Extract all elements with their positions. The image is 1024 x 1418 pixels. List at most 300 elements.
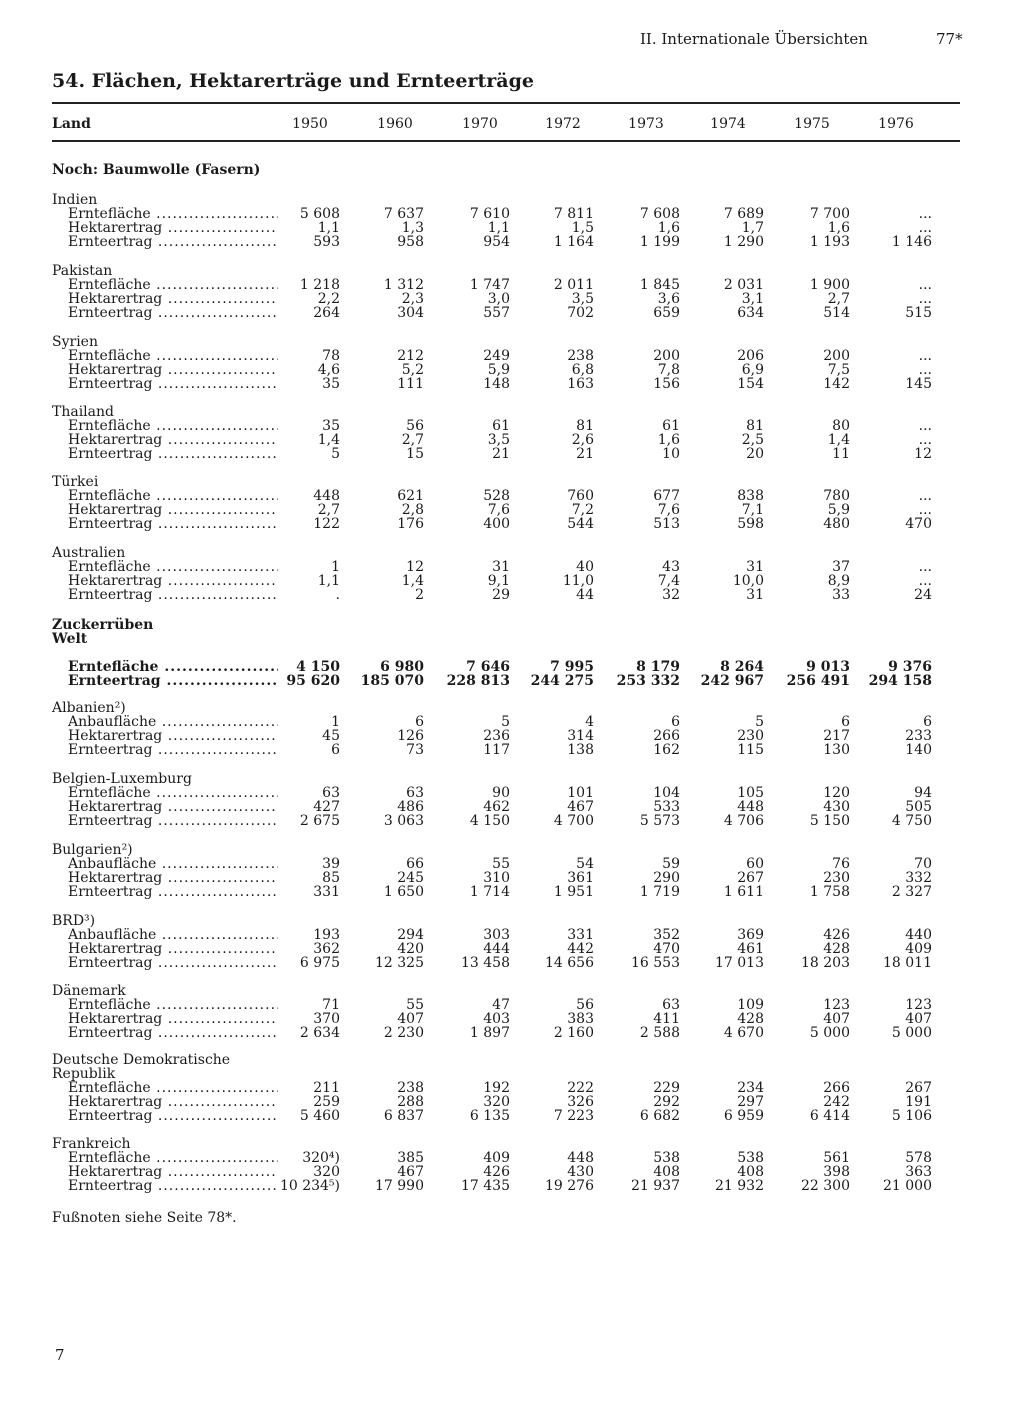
table-cell: 2 011 (553, 277, 594, 293)
table-cell: 326 (567, 1094, 594, 1110)
column-header-year: 1960 (377, 116, 413, 132)
table-cell: 383 (567, 1011, 594, 1027)
table-cell: ... (918, 206, 932, 222)
table-cell: 486 (397, 799, 424, 815)
table-row (0, 1012, 1024, 1026)
table-cell: 5 000 (891, 1025, 932, 1041)
row-label: Ernteertrag ..... (68, 377, 278, 391)
row-label: Ernteertrag ..... (68, 674, 278, 688)
table-cell: 11,0 (562, 573, 594, 589)
table-row (0, 574, 1024, 588)
column-header-year: 1974 (710, 116, 746, 132)
table-cell: 5 460 (299, 1108, 340, 1124)
table-cell: 81 (576, 418, 594, 434)
country-heading: Indien (52, 192, 98, 208)
table-header-row (0, 116, 1024, 134)
table-cell: 6,8 (571, 362, 594, 378)
table-row (0, 447, 1024, 461)
table-cell: 294 158 (868, 673, 932, 689)
table-row (0, 715, 1024, 729)
table-row (0, 857, 1024, 871)
table-cell: 31 (492, 559, 510, 575)
row-label: Hektarertrag ..... (68, 574, 278, 588)
table-cell: 292 (653, 1094, 680, 1110)
table-cell: 43 (662, 559, 680, 575)
table-cell: 123 (905, 997, 932, 1013)
table-cell: 6 837 (383, 1108, 424, 1124)
table-cell: 1 164 (553, 234, 594, 250)
table-cell: 2 634 (299, 1025, 340, 1041)
table-cell: 561 (823, 1150, 850, 1166)
country-heading: Republik (52, 1066, 116, 1082)
table-cell: 1 714 (469, 884, 510, 900)
table-cell: 533 (653, 799, 680, 815)
table-cell: 105 (737, 785, 764, 801)
table-row (0, 292, 1024, 306)
row-label: Hektarertrag ..... (68, 871, 278, 885)
table-cell: 6 (841, 714, 850, 730)
table-cell: ... (918, 277, 932, 293)
section-heading-welt: Welt (52, 631, 88, 647)
country-heading: Thailand (52, 404, 114, 420)
table-cell: 211 (313, 1080, 340, 1096)
table-cell: 259 (313, 1094, 340, 1110)
table-cell: 7,6 (487, 502, 510, 518)
table-cell: 702 (567, 305, 594, 321)
table-cell: 1 199 (639, 234, 680, 250)
table-cell: 1 (331, 714, 340, 730)
table-cell: 70 (914, 856, 932, 872)
country-heading: Belgien-Luxemburg (52, 771, 192, 787)
row-label: Erntefläche ..... (68, 1081, 278, 1095)
table-cell: 21 (492, 446, 510, 462)
table-cell: 21 937 (631, 1178, 680, 1194)
table-cell: 8 179 (636, 659, 680, 675)
header-rule (52, 140, 960, 142)
row-label: Ernteertrag ..... (68, 956, 278, 970)
table-cell: 16 553 (631, 955, 680, 971)
table-cell: 420 (397, 941, 424, 957)
row-label: Erntefläche ..... (68, 998, 278, 1012)
table-cell: 21 000 (883, 1178, 932, 1194)
table-cell: 94 (914, 785, 932, 801)
table-cell: 6 (415, 714, 424, 730)
row-label: Hektarertrag ..... (68, 363, 278, 377)
table-cell: 5 106 (891, 1108, 932, 1124)
table-cell: 408 (653, 1164, 680, 1180)
table-cell: 56 (406, 418, 424, 434)
table-cell: 426 (483, 1164, 510, 1180)
table-cell: 44 (576, 587, 594, 603)
table-cell: 17 435 (461, 1178, 510, 1194)
table-cell: 3 063 (383, 813, 424, 829)
row-label: Erntefläche ..... (68, 349, 278, 363)
table-cell: 320⁴) (302, 1150, 340, 1166)
table-cell: 2 (415, 587, 424, 603)
table-cell: 233 (905, 728, 932, 744)
table-cell: 2,8 (401, 502, 424, 518)
column-header-year: 1976 (878, 116, 914, 132)
table-cell: 35 (322, 418, 340, 434)
table-cell: 222 (567, 1080, 594, 1096)
table-cell: 505 (905, 799, 932, 815)
table-cell: 385 (397, 1150, 424, 1166)
row-label: Anbaufläche ..... (68, 715, 278, 729)
row-label: Ernteertrag ..... (68, 1026, 278, 1040)
table-cell: 538 (653, 1150, 680, 1166)
table-cell: 6,9 (741, 362, 764, 378)
table-cell: 462 (483, 799, 510, 815)
table-cell: 45 (322, 728, 340, 744)
table-cell: 8,9 (827, 573, 850, 589)
table-row (0, 729, 1024, 743)
table-cell: 7 811 (553, 206, 594, 222)
table-cell: 310 (483, 870, 510, 886)
row-label: Hektarertrag ..... (68, 292, 278, 306)
table-cell: 2,7 (401, 432, 424, 448)
country-heading: Frankreich (52, 1136, 131, 1152)
table-cell: 66 (406, 856, 424, 872)
table-cell: 56 (576, 997, 594, 1013)
table-cell: 117 (483, 742, 510, 758)
row-label: Ernteertrag ..... (68, 814, 278, 828)
table-cell: 954 (483, 234, 510, 250)
table-cell: 31 (746, 587, 764, 603)
table-cell: 55 (492, 856, 510, 872)
table-cell: 4 (585, 714, 594, 730)
table-cell: 370 (313, 1011, 340, 1027)
table-cell: 12 (914, 446, 932, 462)
table-cell: ... (918, 573, 932, 589)
table-cell: 1,6 (657, 220, 680, 236)
section-heading-baumwolle: Noch: Baumwolle (Fasern) (52, 162, 261, 178)
row-label: Hektarertrag ..... (68, 1165, 278, 1179)
table-row (0, 419, 1024, 433)
row-label: Hektarertrag ..... (68, 221, 278, 235)
table-cell: 10 (662, 446, 680, 462)
table-cell: 12 325 (375, 955, 424, 971)
table-cell: 39 (322, 856, 340, 872)
table-cell: 200 (823, 348, 850, 364)
table-row (0, 1151, 1024, 1165)
table-cell: 60 (746, 856, 764, 872)
table-cell: 403 (483, 1011, 510, 1027)
table-cell: 1,5 (571, 220, 594, 236)
table-cell: 838 (737, 488, 764, 504)
table-cell: 6 959 (723, 1108, 764, 1124)
row-label: Ernteertrag ..... (68, 447, 278, 461)
table-cell: 9,1 (487, 573, 510, 589)
table-cell: 17 013 (715, 955, 764, 971)
column-header-year: 1970 (462, 116, 498, 132)
table-cell: 440 (905, 927, 932, 943)
column-header-year: 1973 (628, 116, 664, 132)
table-cell: 256 491 (786, 673, 850, 689)
table-cell: 294 (397, 927, 424, 943)
table-row (0, 278, 1024, 292)
table-cell: 1 897 (469, 1025, 510, 1041)
table-cell: 1,6 (657, 432, 680, 448)
table-cell: 126 (397, 728, 424, 744)
table-cell: 331 (313, 884, 340, 900)
table-cell: 40 (576, 559, 594, 575)
table-row (0, 207, 1024, 221)
country-heading: Bulgarien²) (52, 842, 133, 858)
table-cell: ... (918, 220, 932, 236)
table-cell: 7 608 (639, 206, 680, 222)
table-cell: 35 (322, 376, 340, 392)
table-cell: 7 610 (469, 206, 510, 222)
table-cell: 80 (832, 418, 850, 434)
row-label: Ernteertrag ..... (68, 517, 278, 531)
table-cell: 217 (823, 728, 850, 744)
table-cell: 407 (397, 1011, 424, 1027)
table-cell: 634 (737, 305, 764, 321)
table-cell: 1,3 (401, 220, 424, 236)
table-cell: 63 (406, 785, 424, 801)
table-row (0, 306, 1024, 320)
table-cell: 320 (483, 1094, 510, 1110)
table-cell: 4 670 (723, 1025, 764, 1041)
table-cell: 444 (483, 941, 510, 957)
table-cell: 73 (406, 742, 424, 758)
column-header-year: 1972 (545, 116, 581, 132)
table-cell: 1 312 (383, 277, 424, 293)
table-cell: 1,4 (317, 432, 340, 448)
table-cell: 515 (905, 305, 932, 321)
table-row (0, 517, 1024, 531)
table-cell: 266 (653, 728, 680, 744)
table-cell: 61 (662, 418, 680, 434)
table-cell: 71 (322, 997, 340, 1013)
table-row (0, 942, 1024, 956)
table-cell: 411 (653, 1011, 680, 1027)
country-heading: Türkei (52, 474, 99, 490)
table-cell: 230 (737, 728, 764, 744)
table-row (0, 956, 1024, 970)
table-cell: 407 (823, 1011, 850, 1027)
table-cell: 369 (737, 927, 764, 943)
row-label: Erntefläche ..... (68, 1151, 278, 1165)
table-cell: 13 458 (461, 955, 510, 971)
row-label: Ernteertrag ..... (68, 1179, 278, 1193)
table-cell: 514 (823, 305, 850, 321)
table-cell: 229 (653, 1080, 680, 1096)
table-cell: 4,6 (317, 362, 340, 378)
table-cell: 200 (653, 348, 680, 364)
table-cell: 130 (823, 742, 850, 758)
table-cell: 33 (832, 587, 850, 603)
table-cell: 467 (567, 799, 594, 815)
table-cell: 8 264 (720, 659, 764, 675)
table-cell: 191 (905, 1094, 932, 1110)
table-cell: 2,3 (401, 291, 424, 307)
table-cell: 5 608 (299, 206, 340, 222)
table-cell: 1 146 (891, 234, 932, 250)
table-title: 54. Flächen, Hektarerträge und Ernteerträge (52, 70, 534, 92)
table-cell: 176 (397, 516, 424, 532)
table-cell: 5,9 (487, 362, 510, 378)
table-row (0, 998, 1024, 1012)
table-cell: 1 951 (553, 884, 594, 900)
column-header-land: Land (52, 116, 91, 132)
table-cell: 1,7 (741, 220, 764, 236)
table-cell: 15 (406, 446, 424, 462)
table-cell: 10 234⁵) (279, 1178, 340, 1194)
table-cell: 47 (492, 997, 510, 1013)
table-cell: ... (918, 418, 932, 434)
table-cell: 332 (905, 870, 932, 886)
table-cell: 242 (823, 1094, 850, 1110)
table-cell: 428 (737, 1011, 764, 1027)
table-cell: 314 (567, 728, 594, 744)
row-label: Ernteertrag ..... (68, 743, 278, 757)
table-cell: 111 (397, 376, 424, 392)
table-cell: 18 203 (801, 955, 850, 971)
table-cell: 1,4 (401, 573, 424, 589)
table-cell: 1 290 (723, 234, 764, 250)
row-label: Ernteertrag ..... (68, 1109, 278, 1123)
table-cell: 192 (483, 1080, 510, 1096)
table-cell: 61 (492, 418, 510, 434)
table-cell: 12 (406, 559, 424, 575)
table-cell: 140 (905, 742, 932, 758)
table-cell: 76 (832, 856, 850, 872)
table-row (0, 349, 1024, 363)
table-cell: 230 (823, 870, 850, 886)
table-cell: 297 (737, 1094, 764, 1110)
table-cell: 7 995 (550, 659, 594, 675)
table-cell: 78 (322, 348, 340, 364)
table-cell: 760 (567, 488, 594, 504)
table-cell: 4 750 (891, 813, 932, 829)
table-cell: 7,2 (571, 502, 594, 518)
table-cell: 2 675 (299, 813, 340, 829)
table-cell: 407 (905, 1011, 932, 1027)
table-cell: 238 (397, 1080, 424, 1096)
table-row (0, 660, 1024, 674)
table-cell: 426 (823, 927, 850, 943)
table-cell: 206 (737, 348, 764, 364)
table-cell: 1 719 (639, 884, 680, 900)
table-cell: 448 (567, 1150, 594, 1166)
running-header: II. Internationale Übersichten (640, 30, 868, 48)
table-cell: 958 (397, 234, 424, 250)
table-cell: 1 650 (383, 884, 424, 900)
table-cell: 6 (923, 714, 932, 730)
table-cell: 55 (406, 997, 424, 1013)
table-cell: 156 (653, 376, 680, 392)
table-row (0, 1026, 1024, 1040)
table-cell: 2,7 (317, 502, 340, 518)
row-label: Hektarertrag ..... (68, 433, 278, 447)
table-cell: 659 (653, 305, 680, 321)
footnote: Fußnoten siehe Seite 78*. (52, 1210, 237, 1226)
table-cell: 428 (823, 941, 850, 957)
table-row (0, 377, 1024, 391)
table-cell: 193 (313, 927, 340, 943)
table-cell: 14 656 (545, 955, 594, 971)
table-cell: 5,2 (401, 362, 424, 378)
table-row (0, 1109, 1024, 1123)
table-cell: 29 (492, 587, 510, 603)
table-cell: 7 223 (553, 1108, 594, 1124)
table-cell: 430 (567, 1164, 594, 1180)
row-label: Ernteertrag ..... (68, 306, 278, 320)
table-cell: 3,1 (741, 291, 764, 307)
table-cell: 32 (662, 587, 680, 603)
table-cell: 142 (823, 376, 850, 392)
table-cell: ... (918, 559, 932, 575)
row-label: Anbaufläche ..... (68, 857, 278, 871)
table-cell: 37 (832, 559, 850, 575)
table-cell: 154 (737, 376, 764, 392)
table-cell: 9 013 (806, 659, 850, 675)
table-row (0, 363, 1024, 377)
row-label: Erntefläche ..... (68, 207, 278, 221)
table-cell: 2 031 (723, 277, 764, 293)
table-cell: 7 646 (466, 659, 510, 675)
table-cell: 5 000 (809, 1025, 850, 1041)
table-cell: 557 (483, 305, 510, 321)
table-cell: 5 150 (809, 813, 850, 829)
table-row (0, 800, 1024, 814)
table-cell: 6 (331, 742, 340, 758)
row-label: Ernteertrag ..... (68, 588, 278, 602)
table-row (0, 433, 1024, 447)
table-row (0, 588, 1024, 602)
table-cell: 90 (492, 785, 510, 801)
table-row (0, 743, 1024, 757)
table-cell: 598 (737, 516, 764, 532)
table-cell: 2,5 (741, 432, 764, 448)
table-cell: 544 (567, 516, 594, 532)
table-cell: 109 (737, 997, 764, 1013)
table-cell: 242 967 (700, 673, 764, 689)
table-cell: 85 (322, 870, 340, 886)
table-cell: 20 (746, 446, 764, 462)
table-cell: 244 275 (530, 673, 594, 689)
table-cell: 1 (331, 559, 340, 575)
table-cell: 7 689 (723, 206, 764, 222)
table-cell: 18 011 (883, 955, 932, 971)
table-row (0, 885, 1024, 899)
table-cell: 290 (653, 870, 680, 886)
table-cell: 81 (746, 418, 764, 434)
table-cell: 361 (567, 870, 594, 886)
table-cell: 1,6 (827, 220, 850, 236)
table-cell: 5,9 (827, 502, 850, 518)
table-cell: 304 (397, 305, 424, 321)
table-cell: 122 (313, 516, 340, 532)
table-cell: 17 990 (375, 1178, 424, 1194)
table-row (0, 1095, 1024, 1109)
table-cell: 2 230 (383, 1025, 424, 1041)
table-cell: 138 (567, 742, 594, 758)
table-cell: 409 (483, 1150, 510, 1166)
table-cell: 480 (823, 516, 850, 532)
table-cell: 448 (737, 799, 764, 815)
table-row (0, 235, 1024, 249)
table-row (0, 928, 1024, 942)
table-cell: 19 276 (545, 1178, 594, 1194)
table-cell: 303 (483, 927, 510, 943)
column-header-year: 1975 (794, 116, 830, 132)
table-row (0, 1179, 1024, 1193)
table-cell: 4 150 (469, 813, 510, 829)
table-cell: 7,5 (827, 362, 850, 378)
table-cell: 245 (397, 870, 424, 886)
